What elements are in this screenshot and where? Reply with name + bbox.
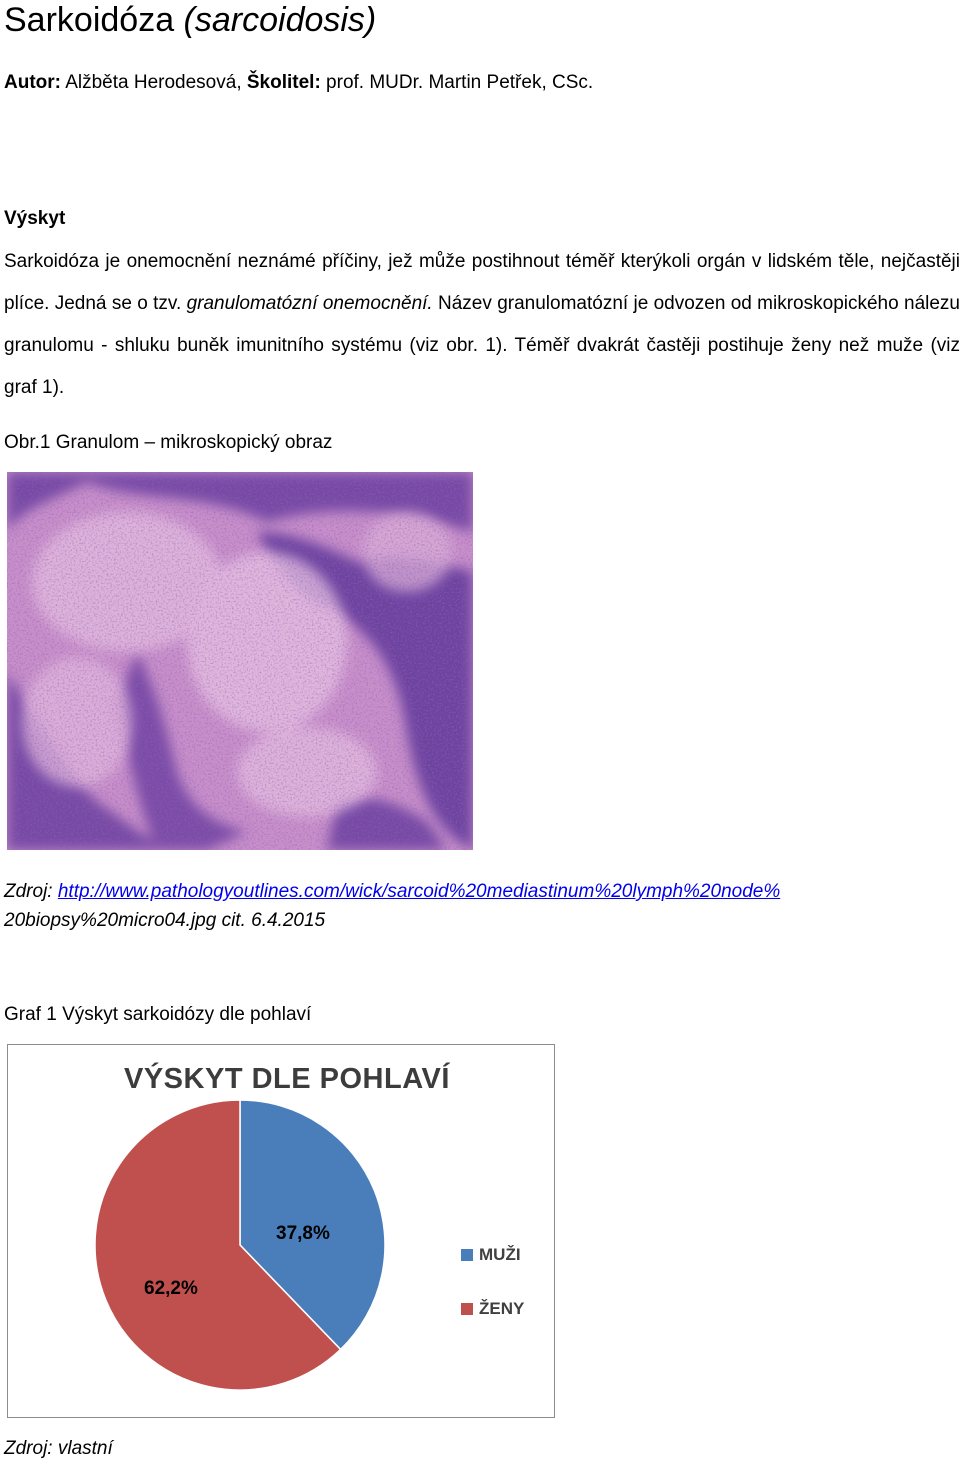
legend-swatch-muzi <box>461 1249 473 1261</box>
title-latin: (sarcoidosis) <box>183 1 377 39</box>
paragraph-italic-term: granulomatózní onemocnění. <box>186 293 433 314</box>
figure2-source: Zdroj: vlastní <box>4 1438 113 1459</box>
legend-item-muzi <box>461 1245 521 1265</box>
legend-item-zeny <box>461 1299 524 1319</box>
slice-label-muzi: 37,8% <box>276 1223 330 1244</box>
figure2-caption: Graf 1 Výskyt sarkoidózy dle pohlaví <box>4 1004 312 1025</box>
source-prefix: Zdroj: <box>4 881 58 902</box>
figure1-caption: Obr.1 Granulom – mikroskopický obraz <box>4 432 333 453</box>
page-title <box>4 0 376 40</box>
author-name: Alžběta Herodesová, <box>60 72 247 93</box>
section-heading: Výskyt <box>4 208 66 229</box>
supervisor-label: Školitel: <box>246 72 321 93</box>
paragraph-text-1: Sarkoidóza je onemocnění neznámé příčiny, jež může postihnout téměř kterýkoli orgán v lidském těle, nejčastěji plíce. Jedná se o tzv. <box>4 251 960 314</box>
granuloma-micrograph <box>7 472 473 850</box>
pie-chart <box>7 1044 555 1418</box>
intro-paragraph <box>4 241 960 409</box>
legend-label-muzi: MUŽI <box>479 1245 521 1264</box>
legend-swatch-zeny <box>461 1303 473 1315</box>
figure1-source-line2: 20biopsy%20micro04.jpg cit. 6.4.2015 <box>4 910 326 931</box>
figure1-source-line1 <box>4 877 780 906</box>
slice-label-zeny: 62,2% <box>144 1278 198 1299</box>
author-label: Autor: <box>4 72 61 93</box>
paragraph-text-2: Název granulomatózní je odvozen od mikroskopického nálezu granulomu - shluku buněk imunitního systému (viz obr. 1). Téměř dvakrát častěji postihuje ženy než muže (viz graf 1). <box>4 293 960 398</box>
legend-label-zeny: ŽENY <box>479 1299 525 1318</box>
title-main: Sarkoidóza <box>4 1 184 39</box>
supervisor-name: prof. MUDr. Martin Petřek, CSc. <box>320 72 594 93</box>
author-line <box>4 70 593 96</box>
source-link[interactable]: http://www.pathologyoutlines.com/wick/sarcoid%20mediastinum%20lymph%20node% <box>57 881 781 902</box>
chart-title: VÝSKYT DLE POHLAVÍ <box>124 1063 450 1095</box>
